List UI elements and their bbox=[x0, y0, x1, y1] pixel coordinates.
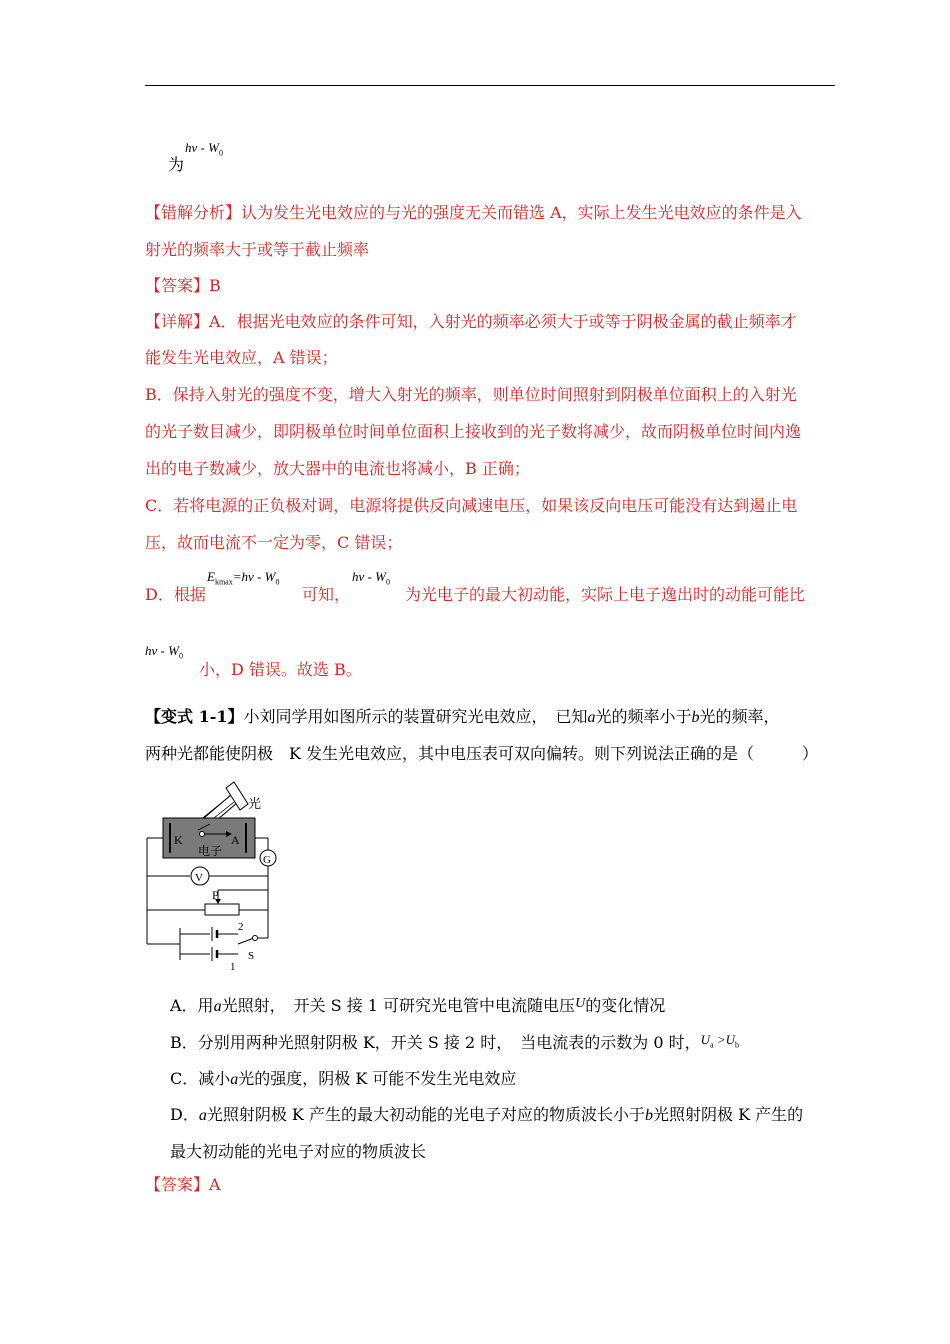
option-b: B．分别用两种光照射阴极 K，开关 S 接 2 时， 当电流表的示数为 0 时，$^{U_a >U_b}$ bbox=[170, 1032, 740, 1052]
rheostat bbox=[205, 904, 239, 915]
slider-p-label: P bbox=[212, 888, 219, 902]
detail-d-prefix: D．根据 bbox=[145, 585, 206, 604]
voltmeter-label: V bbox=[195, 872, 203, 884]
galvanometer-label: G bbox=[263, 854, 271, 866]
option-d-line2: 最大初动能的光电子对应的物质波长 bbox=[170, 1142, 427, 1161]
electron-dot bbox=[200, 832, 205, 837]
detail-d-formula2: hν - $W_0$ bbox=[352, 569, 390, 587]
top-formula: hν - $W_0$ bbox=[185, 140, 223, 158]
detail-d2-formula: hν - $W_0$ bbox=[145, 643, 183, 661]
option-a: A．用a光照射， 开关 S 接 1 可研究光电管中电流随电压U的变化情况 bbox=[170, 996, 666, 1015]
contact-1-label: 1 bbox=[230, 961, 236, 973]
answer-2: 【答案】A bbox=[145, 1175, 221, 1194]
detail-d-post: 为光电子的最大初动能，实际上电子逸出时的动能可能比 bbox=[405, 585, 806, 604]
photoelectric-circuit-diagram bbox=[130, 778, 290, 978]
variant-question-line1: 【变式 1-1】小刘同学用如图所示的装置研究光电效应， 已知a光的频率小于b光的频率， bbox=[145, 707, 780, 726]
detail-c-line2: 压，故而电流不一定为零，C 错误； bbox=[145, 533, 403, 552]
switch-s-label: S bbox=[248, 950, 255, 962]
switch-s bbox=[238, 938, 254, 944]
top-wei: 为 bbox=[168, 155, 185, 174]
detail-a-line2: 能发生光电效应，A 错误； bbox=[145, 348, 338, 367]
light-label: 光 bbox=[248, 796, 262, 811]
detail-d-mid: 可知， bbox=[302, 585, 351, 604]
error-analysis-line1: 【错解分析】认为发生光电效应的与光的强度无关而错选 A，实际上发生光电效应的条件是入 bbox=[145, 203, 802, 222]
variant-question-line2: 两种光都能使阴极 K 发生光电效应，其中电压表可双向偏转。则下列说法正确的是（ ） bbox=[145, 744, 819, 763]
error-analysis-line2: 射光的频率大于或等于截止频率 bbox=[145, 240, 370, 259]
cathode-label: K bbox=[174, 833, 183, 847]
header-rule bbox=[145, 85, 835, 86]
detail-d2-post: 小，D 错误。故选 B。 bbox=[199, 660, 362, 679]
detail-d-equation: $E_{kmax}=h\nu - W_0$ bbox=[207, 569, 280, 587]
detail-a-line1: 【详解】A．根据光电效应的条件可知，入射光的频率必须大于或等于阴极金属的截止频率才 bbox=[145, 312, 797, 331]
contact-2-label: 2 bbox=[238, 921, 244, 933]
anode-label: A bbox=[231, 833, 240, 847]
detail-b-line1: B．保持入射光的强度不变，增大入射光的频率，则单位时间照射到阴极单位面积上的入射光 bbox=[145, 385, 797, 404]
answer-1: 【答案】B bbox=[145, 276, 221, 295]
option-c: C．减小a光的强度，阴极 K 可能不发生光电效应 bbox=[170, 1069, 517, 1088]
electron-label: 电子 bbox=[198, 844, 223, 858]
detail-b-line3: 出的电子数减少，放大器中的电流也将减小，B 正确； bbox=[145, 459, 530, 478]
detail-c-line1: C．若将电源的正负极对调，电源将提供反向减速电压，如果该反向电压可能没有达到遏止电 bbox=[145, 496, 798, 515]
detail-b-line2: 的光子数目减少，即阴极单位时间单位面积上接收到的光子数将减少，故而阴极单位时间内逸 bbox=[145, 422, 802, 441]
option-d-line1: D．a光照射阴极 K 产生的最大初动能的光电子对应的物质波长小于b光照射阴极 K 产生的 bbox=[170, 1105, 804, 1124]
